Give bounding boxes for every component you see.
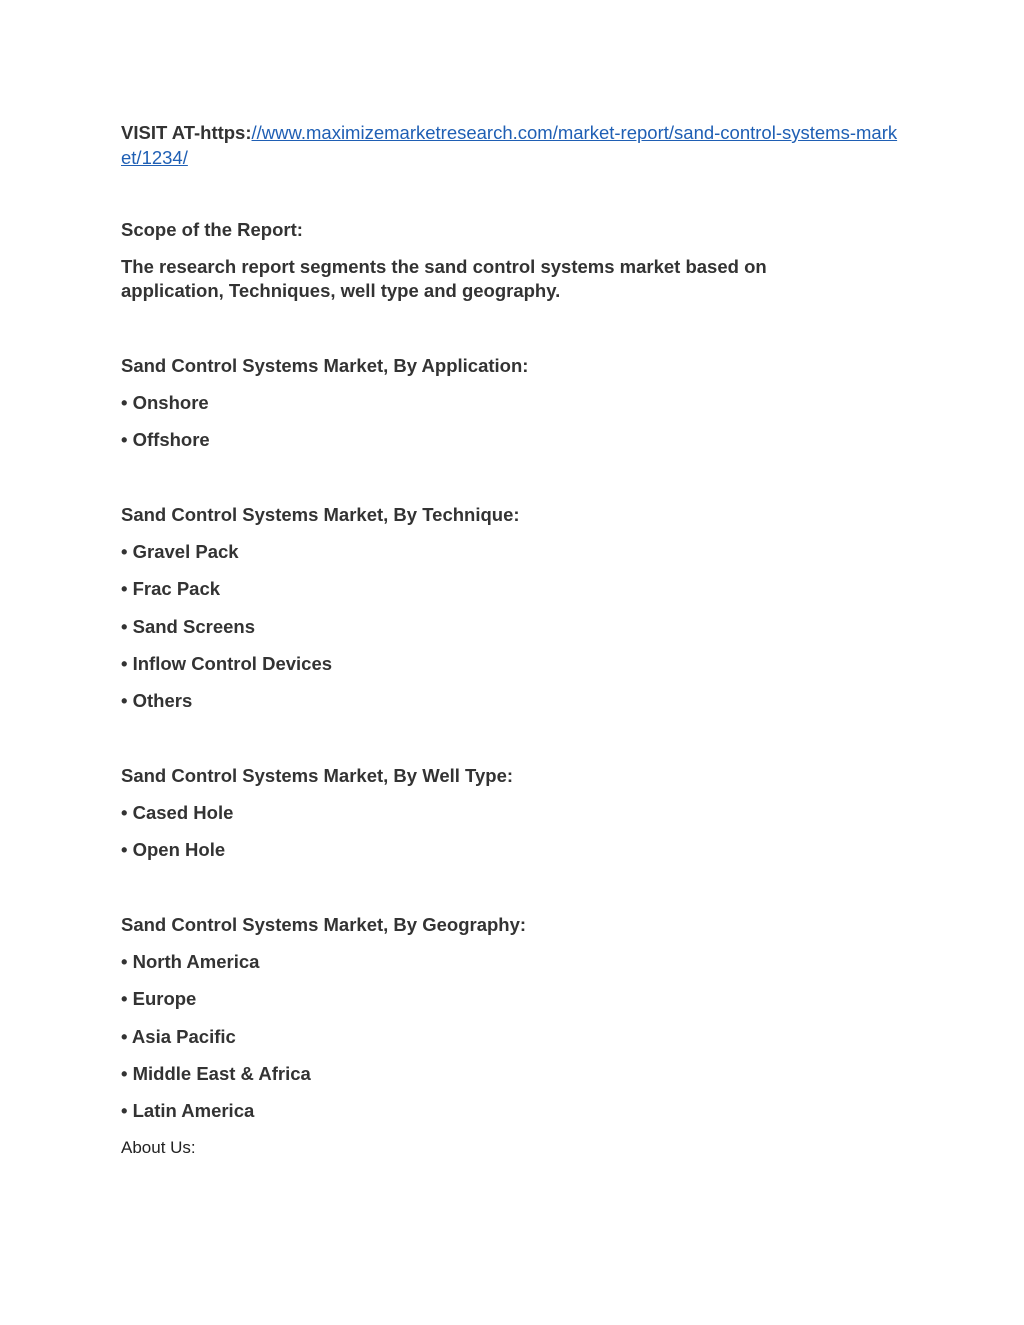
section-heading-geography: Sand Control Systems Market, By Geography:: [121, 914, 527, 935]
list-item: • Middle East & Africa: [121, 1063, 311, 1084]
list-item: • Latin America: [121, 1100, 255, 1121]
list-item: • Gravel Pack: [121, 541, 239, 562]
list-item: • Sand Screens: [121, 616, 255, 637]
list-item: • Europe: [121, 988, 197, 1009]
section-heading-technique: Sand Control Systems Market, By Technique:: [121, 504, 520, 525]
list-item: • Open Hole: [121, 839, 226, 860]
list-item: • Asia Pacific: [121, 1026, 236, 1047]
about-us-heading: About Us:: [121, 1138, 196, 1157]
list-item: • North America: [121, 951, 260, 972]
section-heading-well-type: Sand Control Systems Market, By Well Type:: [121, 765, 514, 786]
list-item: • Cased Hole: [121, 802, 234, 823]
list-item: • Frac Pack: [121, 578, 221, 599]
list-item: • Inflow Control Devices: [121, 653, 333, 674]
scope-text: The research report segments the sand control systems market based on application, Techniques, well type and geography.: [121, 256, 767, 301]
visit-prefix: VISIT AT-https:: [121, 122, 252, 143]
section-heading-application: Sand Control Systems Market, By Application:: [121, 355, 529, 376]
visit-line: [121, 120, 901, 170]
list-item: • Onshore: [121, 392, 209, 413]
scope-heading: Scope of the Report:: [121, 219, 303, 240]
list-item: • Offshore: [121, 429, 210, 450]
report-link[interactable]: //www.maximizemarketresearch.com/market-report/sand-control-systems-market/1234/: [121, 122, 898, 168]
list-item: • Others: [121, 690, 193, 711]
